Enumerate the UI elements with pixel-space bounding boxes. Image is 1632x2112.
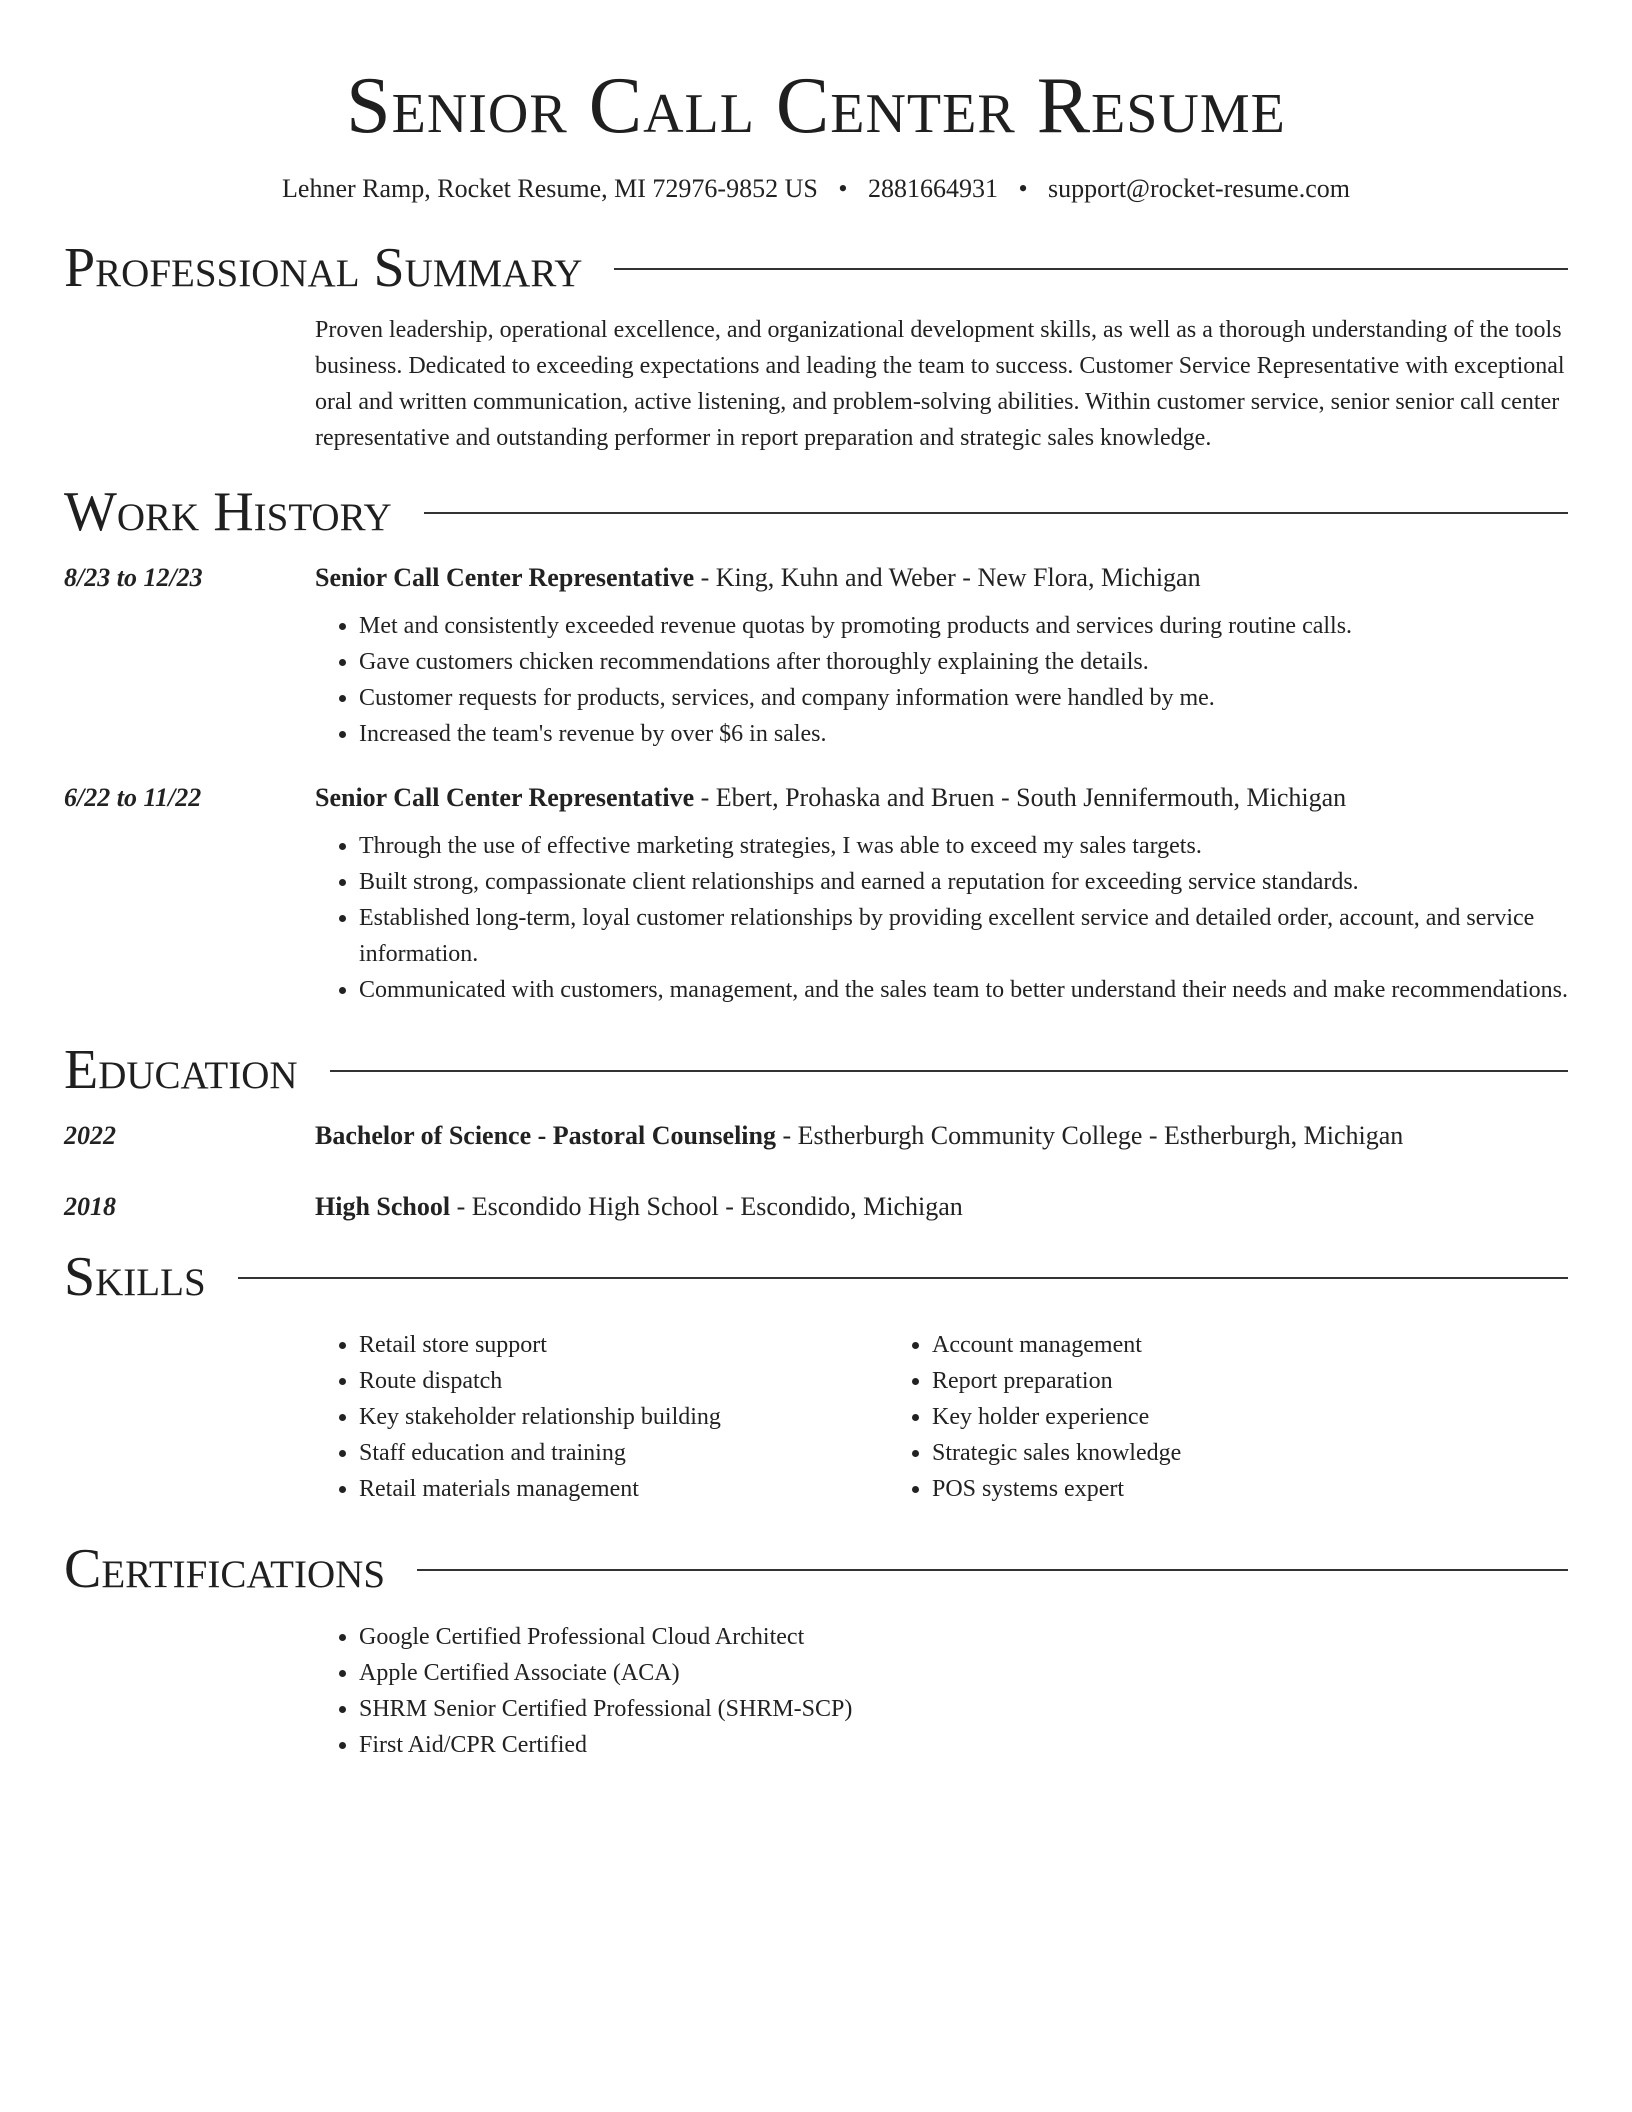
skills-column-right <box>888 1327 1461 1507</box>
section-heading: Skills <box>64 1246 206 1308</box>
job-bullet: • Established long-term, loyal customer relationships by providing excellent service and detailed order, account, and service information. <box>359 900 1568 972</box>
section-header <box>64 1038 1568 1102</box>
education-header <box>315 1189 1568 1225</box>
section-heading: Certifications <box>64 1538 386 1600</box>
contact-phone: 2881664931 <box>867 174 998 203</box>
job-bullet: • Communicated with customers, management, and the sales team to better understand their needs and make recommendations. <box>359 972 1568 1008</box>
jobs-list <box>64 560 1568 1008</box>
contact-address: Lehner Ramp, Rocket Resume, MI 72976-9852 US <box>282 174 818 203</box>
certification-item: • Apple Certified Associate (ACA) <box>359 1655 1568 1691</box>
job-bullet: • Increased the team's revenue by over $6 in sales. <box>359 716 1568 752</box>
section-rule <box>614 268 1568 270</box>
education-list <box>64 1118 1568 1225</box>
skill-item: • Strategic sales knowledge <box>932 1435 1461 1471</box>
job-bullet: • Through the use of effective marketing strategies, I was able to exceed my sales targets. <box>359 828 1568 864</box>
education-school-location: - Estherburgh Community College - Estherburgh, Michigan <box>775 1121 1404 1150</box>
certifications-section <box>64 1537 1568 1763</box>
resume-page <box>64 0 1568 1763</box>
education-degree: Bachelor of Science - Pastoral Counseling <box>315 1121 776 1150</box>
section-rule <box>417 1569 1568 1571</box>
job-entry <box>64 560 1568 752</box>
job-header <box>315 780 1568 816</box>
education-year: 2018 <box>64 1192 116 1221</box>
job-title: Senior Call Center Representative <box>315 563 695 592</box>
contact-email: support@rocket-resume.com <box>1048 174 1350 203</box>
page-title: Senior Call Center Resume <box>346 62 1286 150</box>
section-heading: Education <box>64 1039 298 1101</box>
job-bullet: • Met and consistently exceeded revenue quotas by promoting products and services during routine calls. <box>359 608 1568 644</box>
education-header <box>315 1118 1568 1154</box>
skill-item: • Retail materials management <box>359 1471 888 1507</box>
job-bullets <box>315 608 1568 752</box>
education-year: 2022 <box>64 1121 116 1150</box>
summary-section <box>64 236 1568 456</box>
summary-text: Proven leadership, operational excellence, and organizational development skills, as well as a thorough understanding of the tools business. Dedicated to exceeding expectations and leading the team to success. Customer Service Representative with exceptional oral and written communication, active listening, and problem-solving abilities. Within customer service, senior senior call center representative and outstanding performer in report preparation and strategic sales knowledge. <box>315 317 1565 451</box>
job-header <box>315 560 1568 596</box>
job-bullet: • Gave customers chicken recommendations after thoroughly explaining the details. <box>359 644 1568 680</box>
section-heading: Professional Summary <box>64 237 583 299</box>
education-degree: High School <box>315 1192 451 1221</box>
skill-item: • POS systems expert <box>932 1471 1461 1507</box>
certification-item: • Google Certified Professional Cloud Architect <box>359 1619 1568 1655</box>
job-title: Senior Call Center Representative <box>315 783 695 812</box>
job-employer-location: - Ebert, Prohaska and Bruen - South Jennifermouth, Michigan <box>694 783 1347 812</box>
certification-item: • First Aid/CPR Certified <box>359 1727 1568 1763</box>
job-entry <box>64 780 1568 1008</box>
contact-separator: • <box>1018 174 1028 203</box>
skill-item: • Account management <box>932 1327 1461 1363</box>
section-header <box>64 480 1568 544</box>
job-dates: 6/22 to 11/22 <box>64 783 202 812</box>
certifications-list <box>315 1619 1568 1763</box>
education-entry <box>64 1118 1568 1154</box>
skill-item: • Key holder experience <box>932 1399 1461 1435</box>
section-rule <box>424 512 1568 514</box>
section-header <box>64 1245 1568 1309</box>
contact-separator: • <box>838 174 848 203</box>
certification-item: • SHRM Senior Certified Professional (SHRM-SCP) <box>359 1691 1568 1727</box>
skill-item: • Route dispatch <box>359 1363 888 1399</box>
job-dates: 8/23 to 12/23 <box>64 563 203 592</box>
job-bullet: • Customer requests for products, services, and company information were handled by me. <box>359 680 1568 716</box>
job-employer-location: - King, Kuhn and Weber - New Flora, Michigan <box>694 563 1201 592</box>
skill-item: • Staff education and training <box>359 1435 888 1471</box>
skill-item: • Key stakeholder relationship building <box>359 1399 888 1435</box>
section-rule <box>330 1070 1568 1072</box>
education-entry <box>64 1189 1568 1225</box>
education-section <box>64 1038 1568 1225</box>
contact-line <box>64 172 1568 206</box>
skills-column-left <box>315 1327 888 1507</box>
work-history-section <box>64 480 1568 1008</box>
section-header <box>64 236 1568 300</box>
job-bullets <box>315 828 1568 1008</box>
education-school-location: - Escondido High School - Escondido, Michigan <box>450 1192 963 1221</box>
skill-item: • Report preparation <box>932 1363 1461 1399</box>
section-rule <box>238 1277 1568 1279</box>
job-bullet: • Built strong, compassionate client relationships and earned a reputation for exceeding service standards. <box>359 864 1568 900</box>
skills-section <box>64 1245 1568 1507</box>
skills-grid <box>315 1327 1568 1507</box>
section-heading: Work History <box>64 481 392 543</box>
skill-item: • Retail store support <box>359 1327 888 1363</box>
section-header <box>64 1537 1568 1601</box>
